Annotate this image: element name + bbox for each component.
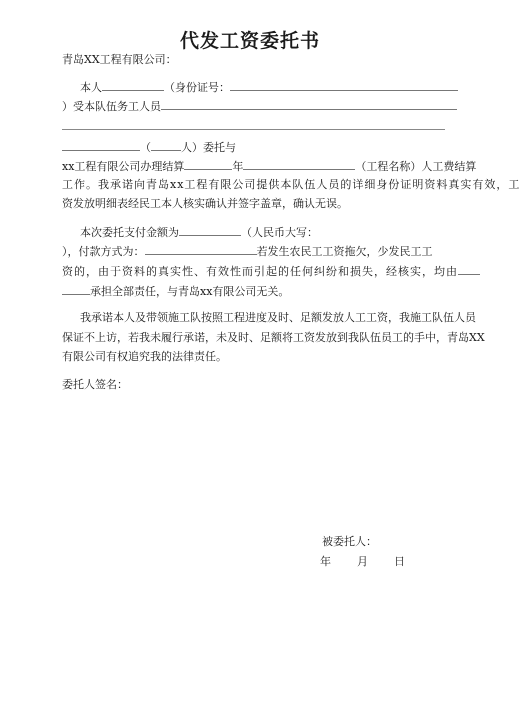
entrust-start: ）受本队伍务工人员: [62, 100, 161, 113]
document-title: 代发工资委托书: [179, 30, 320, 52]
id-number-label: （身份证号：: [164, 81, 230, 94]
payment-method-blank[interactable]: [145, 244, 257, 255]
company-line: [62, 159, 477, 174]
worker-names-blank[interactable]: [62, 140, 140, 151]
para1-line2: 工作。我承诺向青岛xx工程有限公司提供本队伍人员的详细身份证明资料真实有效，工: [62, 178, 520, 191]
person-unit: 人: [181, 141, 192, 154]
year-blank[interactable]: [184, 159, 232, 170]
id-number-blank[interactable]: [230, 80, 458, 91]
date-year: 年: [320, 555, 331, 568]
signature-label: 委托人签名：: [62, 378, 128, 391]
para2-line3: [62, 264, 458, 279]
blank-rule[interactable]: [62, 129, 445, 130]
principal-line: [80, 80, 470, 95]
para2-line4: [62, 284, 452, 299]
principal-prefix: 本人: [80, 81, 102, 94]
amount-capital-label: （人民币大写：: [241, 226, 318, 239]
project-blank[interactable]: [243, 159, 355, 170]
liability-clause: 承担全部责任，与青岛xx有限公司无关。: [90, 285, 290, 298]
count-blank[interactable]: [151, 140, 181, 151]
year-unit: 年: [232, 160, 244, 173]
principal-name-blank[interactable]: [102, 80, 164, 91]
arrears-clause: 若发生农民工工资拖欠，少发民工工: [256, 245, 433, 258]
para3-line2: 保证不上访，若我未履行承诺，未及时、足额将工资发放到我队伍员工的手中，青岛XX: [62, 331, 485, 344]
entrust-with: ）委托与: [192, 141, 236, 154]
date-day: 日: [394, 555, 405, 568]
payment-line: [62, 244, 452, 259]
salutation: 青岛XX工程有限公司：: [62, 53, 177, 66]
amount-label: 本次委托支付金额为: [80, 226, 179, 239]
amount-blank[interactable]: [179, 225, 241, 236]
company-settle: xx工程有限公司办理结算: [62, 160, 185, 173]
date-line: [320, 555, 450, 569]
entrusted-label: 被委托人：: [322, 535, 377, 548]
paren-open: （: [140, 141, 151, 154]
amount-line: [80, 225, 470, 240]
para3-line3: 有限公司有权追究我的法律责任。: [62, 350, 227, 363]
entrust-line: [62, 99, 452, 114]
entrust-count-line: [62, 140, 452, 155]
date-month: 月: [357, 555, 368, 568]
project-label: （工程名称）人工费结算: [355, 160, 477, 173]
para1-line3: 资发放明细表经民工本人核实确认并签字盖章，确认无误。: [62, 197, 348, 210]
payment-label: ），付款方式为：: [62, 245, 145, 258]
workers-blank[interactable]: [161, 99, 457, 110]
responsible-party-blank-b[interactable]: [62, 284, 90, 295]
responsibility-clause: 资的，由于资料的真实性、有效性而引起的任何纠纷和损失，经核实，均由: [62, 265, 458, 278]
responsible-party-blank-a[interactable]: [458, 264, 480, 275]
para3-line1: 我承诺本人及带领施工队按照工程进度及时、足额发放人工工资，我施工队伍人员: [80, 311, 476, 324]
